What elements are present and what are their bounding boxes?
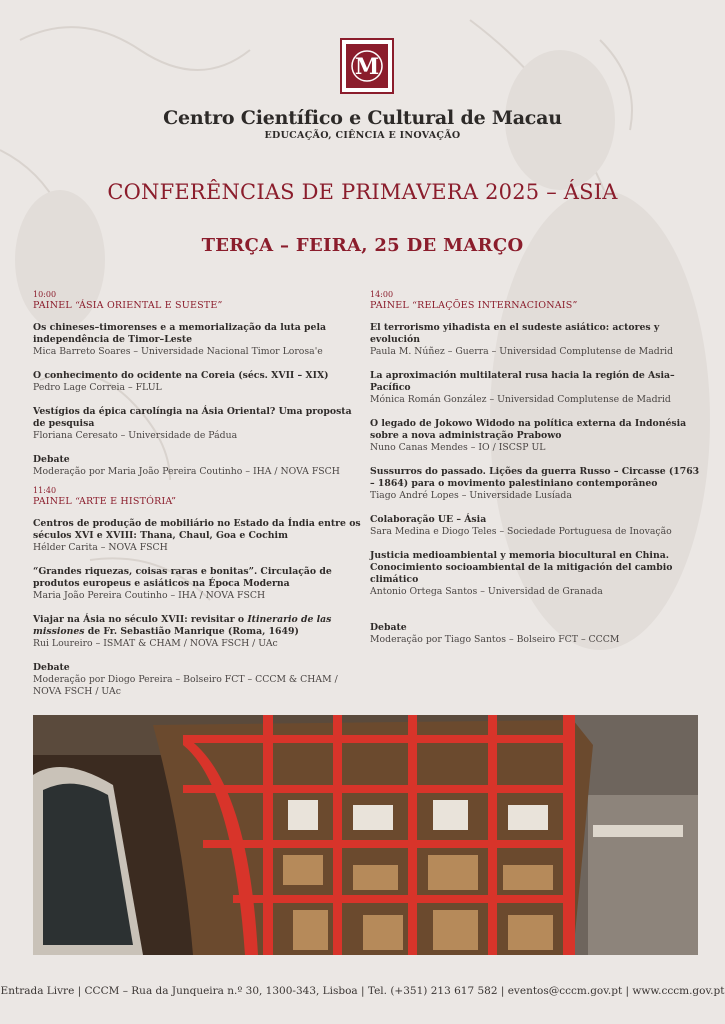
talk-title: La aproximación multilateral rusa hacia la región de Asia–Pacífico xyxy=(370,370,675,393)
talk-item xyxy=(33,662,363,698)
talk-item xyxy=(33,322,363,358)
talk-title: Os chineses–timorenses e a memorialização da luta pela independência de Timor–Leste xyxy=(33,322,327,345)
talk-speaker: Maria João Pereira Coutinho – IHA / NOVA FSCH xyxy=(33,590,266,601)
talk-speaker: Hélder Carita – NOVA FSCH xyxy=(33,542,168,553)
panel-name: PAINEL “ARTE E HISTÓRIA” xyxy=(33,496,177,507)
talk-item xyxy=(33,566,363,602)
talk-speaker: Moderação por Maria João Pereira Coutinho – IHA / NOVA FSCH xyxy=(33,466,340,477)
talk-title: O legado de Jokowo Widodo na política externa da Indonésia sobre a nova administração Prabowo xyxy=(370,418,687,441)
panel-name: PAINEL “ÁSIA ORIENTAL E SUESTE” xyxy=(33,300,223,311)
date-title: TERÇA – FEIRA, 25 DE MARÇO xyxy=(201,235,524,256)
talk-speaker: Nuno Canas Mendes – IO / ISCSP UL xyxy=(370,442,546,453)
talk-title: Justicia medioambiental y memoria biocultural en China. Conocimiento socioambiental de la mitigación del cambio climático xyxy=(370,550,673,585)
talk-speaker: Rui Loureiro – ISMAT & CHAM / NOVA FSCH / UAc xyxy=(33,638,278,649)
talk-speaker: Moderação por Diogo Pereira – Bolseiro FCT – CCCM & CHAM / NOVA FSCH / UAc xyxy=(33,674,338,697)
program-left-column xyxy=(33,290,363,710)
talk-title: Colaboração UE – Ásia xyxy=(370,514,487,525)
talk-speaker: Antonio Ortega Santos – Universidad de Granada xyxy=(370,586,603,597)
talk-title: O conhecimento do ocidente na Coreia (sécs. XVII – XIX) xyxy=(33,370,329,381)
talk-item xyxy=(33,370,363,394)
session-time: 14:00 xyxy=(370,290,394,299)
talk-item xyxy=(370,550,700,598)
cccm-logo xyxy=(340,38,394,94)
footer-info: Entrada Livre | CCCM – Rua da Junqueira n.º 30, 1300-343, Lisboa | Tel. (+351) 213 617 582 | eventos@cccm.gov.pt | www.cccm.gov.pt xyxy=(0,985,725,997)
talk-title: Viajar na Ásia no século XVII: revisitar o Itinerario de las missiones de Fr. Sebastião Manrique (Roma, 1649) xyxy=(33,614,332,637)
talk-item xyxy=(370,514,700,538)
talk-item xyxy=(33,406,363,442)
talk-speaker: Mica Barreto Soares – Universidade Nacional Timor Lorosa'e xyxy=(33,346,323,357)
talk-title: El terrorismo yihadista en el sudeste asiático: actores y evolución xyxy=(370,322,660,345)
ship-model-photo xyxy=(33,715,698,955)
talk-title: “Grandes riquezas, coisas raras e bonitas”. Circulação de produtos europeus e asiáticos na Época Moderna xyxy=(33,566,332,589)
talk-title: Debate xyxy=(370,622,407,633)
talk-speaker: Floriana Ceresato – Universidade de Pádua xyxy=(33,430,238,441)
talk-title: Sussurros do passado. Lições da guerra Russo – Circasse (1763 – 1864) para o movimento palestiniano contemporâneo xyxy=(370,466,700,489)
logo-letter: M xyxy=(354,54,380,80)
program-right-column xyxy=(370,290,700,658)
talk-speaker: Moderação por Tiago Santos – Bolseiro FCT – CCCM xyxy=(370,634,620,645)
talk-item xyxy=(370,370,700,406)
talk-item xyxy=(370,466,700,502)
session-time: 11:40 xyxy=(33,486,57,495)
talk-speaker: Tiago André Lopes – Universidade Lusíada xyxy=(370,490,572,501)
talk-item xyxy=(370,622,700,646)
panel-name: PAINEL “RELAÇÕES INTERNACIONAIS” xyxy=(370,300,578,311)
talk-item xyxy=(33,518,363,554)
talk-title: Debate xyxy=(33,454,70,465)
conference-title: CONFERÊNCIAS DE PRIMAVERA 2025 – ÁSIA xyxy=(107,180,618,204)
talk-item xyxy=(33,614,363,650)
session-time: 10:00 xyxy=(33,290,57,299)
talk-speaker: Paula M. Núñez – Guerra – Universidad Complutense de Madrid xyxy=(370,346,674,357)
talk-speaker: Sara Medina e Diogo Teles – Sociedade Portuguesa de Inovação xyxy=(370,526,672,537)
talk-item xyxy=(370,322,700,358)
talk-title: Vestígios da épica carolíngia na Ásia Oriental? Uma proposta de pesquisa xyxy=(33,406,352,429)
talk-speaker: Pedro Lage Correia – FLUL xyxy=(33,382,162,393)
talk-item xyxy=(33,454,363,478)
talk-item xyxy=(370,418,700,454)
organization-tagline: EDUCAÇÃO, CIÊNCIA E INOVAÇÃO xyxy=(264,130,461,141)
talk-speaker: Mónica Román González – Universidad Complutense de Madrid xyxy=(370,394,671,405)
talk-title: Centros de produção de mobiliário no Estado da Índia entre os séculos XVI e XVIII: Thana, Chaul, Goa e Cochim xyxy=(33,518,361,541)
talk-title: Debate xyxy=(33,662,70,673)
organization-name: Centro Científico e Cultural de Macau xyxy=(163,107,562,129)
